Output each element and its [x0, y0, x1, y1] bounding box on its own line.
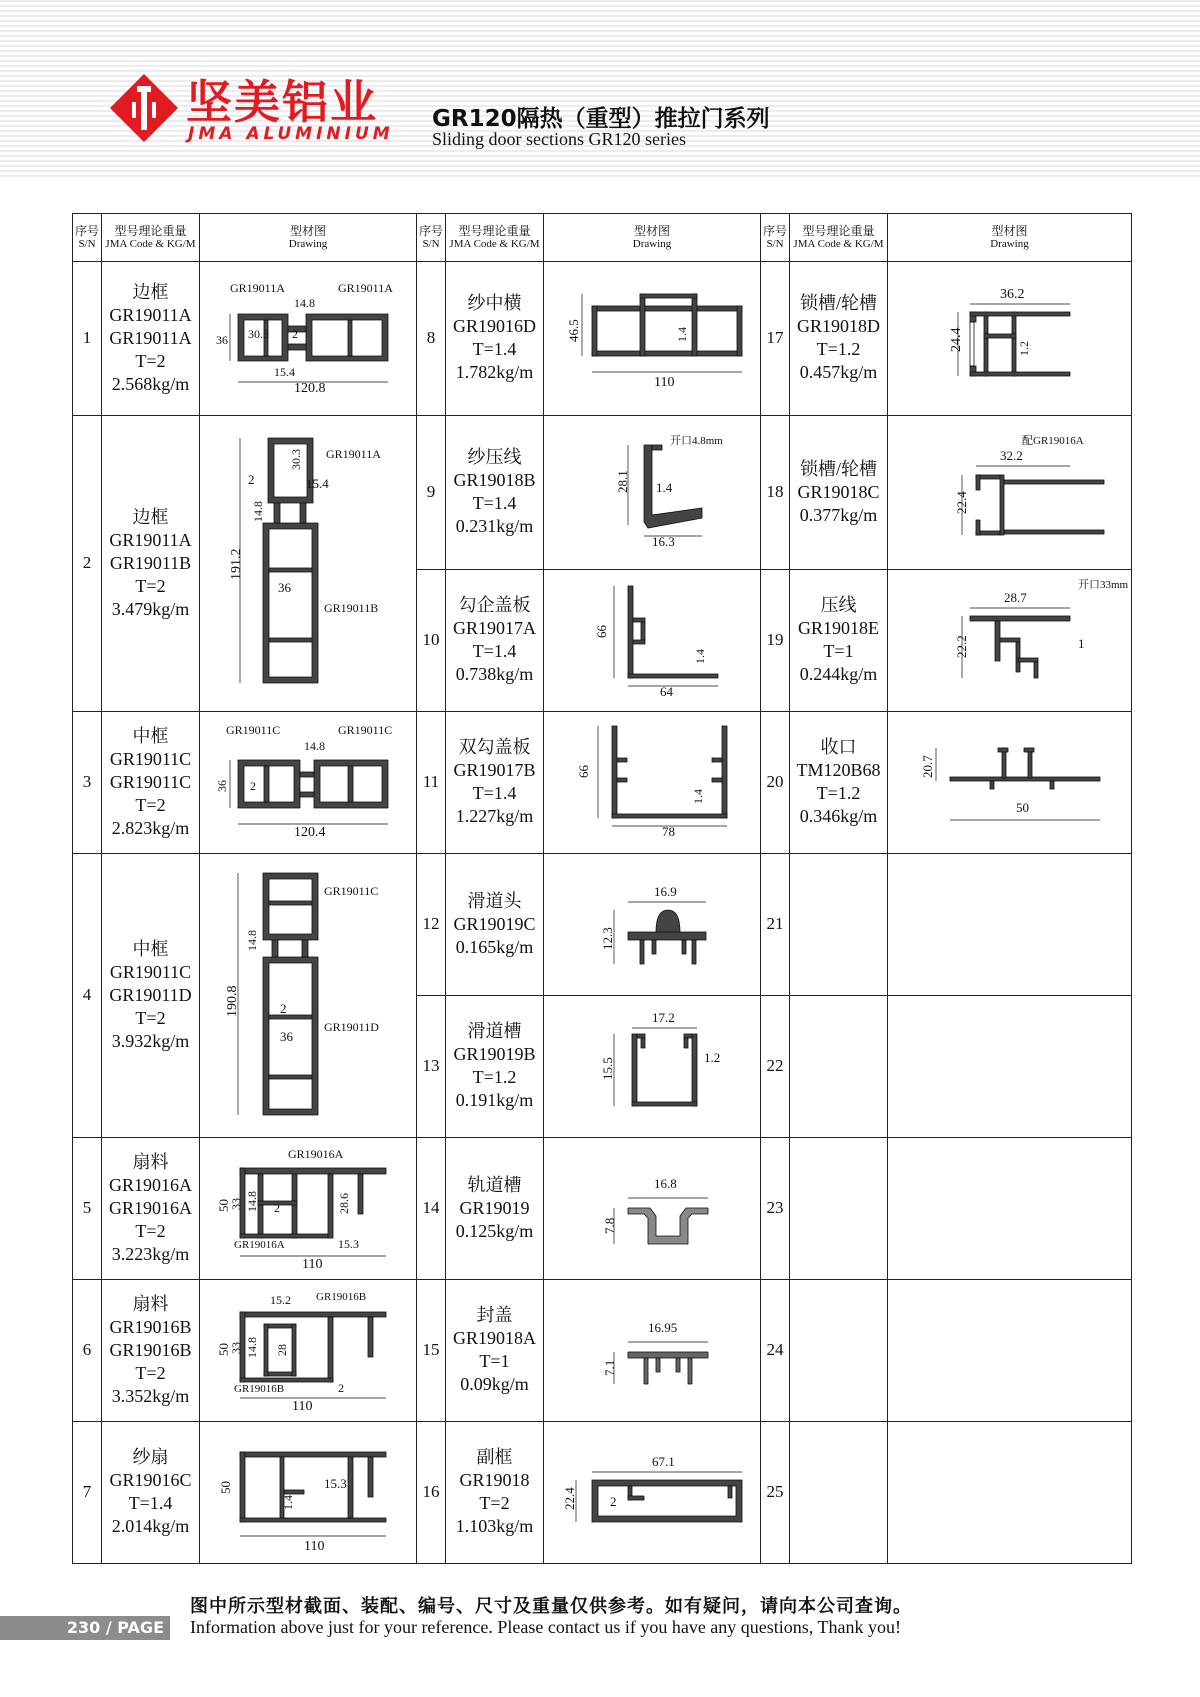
svg-text:配GR19016A: 配GR19016A: [1021, 434, 1084, 447]
item-info: [790, 1279, 888, 1421]
item-info: 纱中横 GR19016D T=1.4 1.782kg/m: [446, 262, 544, 416]
item-info: 滑道头 GR19019C 0.165kg/m: [446, 853, 544, 995]
sn-cell: 5: [73, 1137, 102, 1279]
item-info: 封盖 GR19018A T=1 0.09kg/m: [446, 1279, 544, 1421]
svg-text:2: 2: [274, 1200, 280, 1215]
item-info: 勾企盖板 GR19017A T=1.4 0.738kg/m: [446, 569, 544, 711]
svg-text:14.8: 14.8: [304, 738, 325, 753]
profile-drawing: [200, 415, 417, 711]
svg-text:1.4: 1.4: [656, 479, 673, 495]
item-info: 边框 GR19011A GR19011A T=2 2.568kg/m: [102, 262, 200, 416]
sn-cell: 10: [417, 569, 446, 711]
svg-text:15.4: 15.4: [274, 364, 295, 379]
brand-name-en: JMA ALUMINIUM: [188, 124, 394, 144]
sn-cell: 11: [417, 711, 446, 853]
svg-text:2: 2: [610, 1493, 617, 1509]
item-info: [790, 1137, 888, 1279]
svg-text:22.4: 22.4: [953, 490, 969, 514]
sn-cell: 17: [761, 262, 790, 416]
profile-drawing: [544, 711, 761, 853]
drawing-item-4: [208, 865, 408, 1125]
profile-drawing: [888, 711, 1132, 853]
svg-text:78: 78: [662, 823, 675, 839]
svg-text:50: 50: [216, 1342, 231, 1356]
item-info: [790, 995, 888, 1137]
svg-text:2: 2: [338, 1380, 344, 1395]
item-info: 轨道槽 GR19019 0.125kg/m: [446, 1137, 544, 1279]
drawing-item-18: [900, 430, 1120, 555]
svg-text:15.5: 15.5: [600, 1057, 615, 1080]
sn-cell: 24: [761, 1279, 790, 1421]
drawing-item-9: [552, 430, 752, 555]
svg-text:28.6: 28.6: [337, 1192, 351, 1214]
svg-text:36: 36: [278, 580, 291, 596]
profile-drawing: [544, 1279, 761, 1421]
drawing-item-5: [208, 1146, 408, 1271]
item-info: 锁槽/轮槽 GR19018D T=1.2 0.457kg/m: [790, 262, 888, 416]
svg-text:16.8: 16.8: [654, 1175, 677, 1191]
drawing-item-11: [552, 720, 752, 845]
sn-cell: 8: [417, 262, 446, 416]
header-sn: 序号 S/N: [73, 214, 102, 262]
profile-drawing: [200, 711, 417, 853]
svg-text:1.4: 1.4: [281, 1494, 295, 1510]
drawing-item-12: [552, 862, 752, 987]
sn-cell: 23: [761, 1137, 790, 1279]
svg-text:GR19011C: GR19011C: [226, 722, 281, 737]
table-header-row: [73, 214, 1132, 262]
page-number: 230 / PAGE: [0, 1616, 170, 1640]
profile-drawing: [888, 569, 1132, 711]
svg-text:GR19016A: GR19016A: [234, 1238, 285, 1251]
svg-text:14.8: 14.8: [294, 295, 315, 310]
drawing-item-14: [552, 1146, 752, 1271]
profile-drawing: [200, 1137, 417, 1279]
header-code: 型号理论重量 JMA Code & KG/M: [446, 214, 544, 262]
profile-drawing: [888, 853, 1132, 995]
svg-text:开口4.8mm: 开口4.8mm: [670, 434, 723, 447]
profile-drawing: [544, 262, 761, 416]
svg-text:GR19011A: GR19011A: [326, 447, 381, 462]
profile-drawing: [544, 1137, 761, 1279]
footer-note-en: Information above just for your reference. Please contact us if you have any questions, Thank you!: [190, 1617, 901, 1637]
svg-text:GR19016A: GR19016A: [288, 1146, 344, 1161]
svg-text:36: 36: [216, 332, 228, 347]
svg-text:14.8: 14.8: [245, 1336, 259, 1358]
sn-cell: 6: [73, 1279, 102, 1421]
svg-text:36: 36: [280, 1029, 293, 1045]
svg-text:22.2: 22.2: [953, 634, 969, 658]
profile-drawing: [544, 995, 761, 1137]
svg-text:50: 50: [216, 1198, 231, 1212]
item-info: 副框 GR19018 T=2 1.103kg/m: [446, 1421, 544, 1563]
svg-text:30.3: 30.3: [248, 326, 269, 341]
sn-cell: 14: [417, 1137, 446, 1279]
header-sn: 序号 S/N: [417, 214, 446, 262]
page-title-en: Sliding door sections GR120 series: [432, 129, 686, 149]
svg-text:GR19011C: GR19011C: [338, 722, 393, 737]
svg-text:66: 66: [594, 624, 609, 638]
logo-diamond-icon: [108, 72, 180, 144]
sn-cell: 9: [417, 415, 446, 569]
svg-text:15.3: 15.3: [324, 1475, 347, 1491]
svg-text:2: 2: [248, 472, 255, 488]
svg-text:1.4: 1.4: [691, 788, 705, 804]
svg-text:64: 64: [660, 683, 673, 699]
svg-text:28.1: 28.1: [615, 469, 630, 493]
header-sn: 序号 S/N: [761, 214, 790, 262]
sn-cell: 7: [73, 1421, 102, 1563]
svg-text:开口33mm: 开口33mm: [1077, 578, 1128, 591]
svg-text:36.2: 36.2: [999, 286, 1024, 302]
item-info: 双勾盖板 GR19017B T=1.4 1.227kg/m: [446, 711, 544, 853]
page-title-cn: GR120隔热（重型）推拉门系列: [432, 106, 770, 132]
svg-text:30.3: 30.3: [289, 449, 303, 471]
item-info: 滑道槽 GR19019B T=1.2 0.191kg/m: [446, 995, 544, 1137]
sn-cell: 13: [417, 995, 446, 1137]
svg-text:7.8: 7.8: [602, 1217, 617, 1234]
svg-text:32.2: 32.2: [999, 447, 1023, 463]
drawing-item-15: [552, 1288, 752, 1413]
sn-cell: 21: [761, 853, 790, 995]
svg-text:2: 2: [280, 1001, 287, 1017]
sn-cell: 20: [761, 711, 790, 853]
drawing-item-3: [208, 720, 408, 845]
profile-drawing: [200, 262, 417, 416]
profile-table: [72, 213, 1132, 1564]
svg-text:GR19011A: GR19011A: [230, 280, 285, 295]
drawing-item-20: [900, 720, 1120, 845]
drawing-item-17: [900, 276, 1120, 401]
drawing-item-2: [208, 428, 408, 698]
svg-text:66: 66: [576, 764, 591, 778]
svg-text:15.4: 15.4: [306, 476, 329, 492]
sn-cell: 1: [73, 262, 102, 416]
profile-drawing: [544, 415, 761, 569]
item-info: 扇料 GR19016B GR19016B T=2 3.352kg/m: [102, 1279, 200, 1421]
profile-drawing: [888, 262, 1132, 416]
sn-cell: 2: [73, 415, 102, 711]
svg-text:28.7: 28.7: [1003, 589, 1027, 605]
svg-text:50: 50: [1015, 799, 1029, 815]
sn-cell: 18: [761, 415, 790, 569]
svg-text:14.8: 14.8: [251, 501, 265, 523]
svg-text:16.3: 16.3: [652, 533, 675, 549]
svg-text:GR19011C: GR19011C: [324, 884, 379, 899]
sn-cell: 19: [761, 569, 790, 711]
item-info: 纱压线 GR19018B T=1.4 0.231kg/m: [446, 415, 544, 569]
sn-cell: 4: [73, 853, 102, 1137]
svg-text:17.2: 17.2: [652, 1009, 675, 1025]
item-info: 纱扇 GR19016C T=1.4 2.014kg/m: [102, 1421, 200, 1563]
svg-text:14.8: 14.8: [245, 930, 259, 952]
svg-text:67.1: 67.1: [652, 1453, 675, 1469]
profile-drawing: [200, 1421, 417, 1563]
item-info: 锁槽/轮槽 GR19018C 0.377kg/m: [790, 415, 888, 569]
header-drawing: 型材图 Drawing: [200, 214, 417, 262]
svg-text:120.8: 120.8: [294, 380, 326, 396]
drawing-item-10: [552, 578, 752, 703]
drawing-item-1: [208, 276, 408, 401]
svg-text:7.1: 7.1: [602, 1359, 617, 1376]
header-drawing: 型材图 Drawing: [544, 214, 761, 262]
svg-text:GR19011D: GR19011D: [324, 1020, 379, 1035]
item-info: 压线 GR19018E T=1 0.244kg/m: [790, 569, 888, 711]
header-code: 型号理论重量 JMA Code & KG/M: [790, 214, 888, 262]
svg-text:1: 1: [1077, 635, 1084, 651]
profile-drawing: [544, 569, 761, 711]
svg-text:46.5: 46.5: [566, 319, 581, 342]
svg-text:120.4: 120.4: [294, 824, 326, 840]
profile-drawing: [544, 1421, 761, 1563]
svg-text:33: 33: [229, 1197, 243, 1210]
svg-text:190.8: 190.8: [225, 985, 240, 1018]
svg-text:110: 110: [302, 1256, 323, 1272]
sn-cell: 22: [761, 995, 790, 1137]
svg-text:16.95: 16.95: [648, 1319, 678, 1335]
svg-text:GR19016B: GR19016B: [234, 1382, 285, 1395]
svg-text:2: 2: [292, 326, 298, 341]
item-info: [790, 1421, 888, 1563]
svg-text:33: 33: [229, 1341, 243, 1354]
svg-text:16.9: 16.9: [654, 883, 677, 899]
drawing-item-7: [208, 1430, 408, 1555]
svg-text:24.4: 24.4: [948, 327, 964, 352]
svg-text:14.8: 14.8: [245, 1190, 259, 1212]
svg-text:36: 36: [215, 779, 229, 792]
profile-drawing: [888, 995, 1132, 1137]
item-info: 中框 GR19011C GR19011D T=2 3.932kg/m: [102, 853, 200, 1137]
profile-drawing: [888, 1279, 1132, 1421]
item-info: 中框 GR19011C GR19011C T=2 2.823kg/m: [102, 711, 200, 853]
profile-drawing: [200, 853, 417, 1137]
sn-cell: 25: [761, 1421, 790, 1563]
drawing-item-13: [552, 1004, 752, 1129]
sn-cell: 16: [417, 1421, 446, 1563]
brand-logo: [108, 72, 394, 152]
svg-text:15.3: 15.3: [338, 1236, 359, 1251]
profile-drawing: [544, 853, 761, 995]
svg-text:22.4: 22.4: [562, 1487, 577, 1510]
svg-text:110: 110: [292, 1398, 313, 1414]
header-code: 型号理论重量 JMA Code & KG/M: [102, 214, 200, 262]
drawing-item-6: [208, 1288, 408, 1413]
svg-text:110: 110: [304, 1538, 325, 1554]
profile-drawing: [888, 415, 1132, 569]
svg-text:GR19011A: GR19011A: [338, 280, 393, 295]
profile-drawing: [888, 1421, 1132, 1563]
sn-cell: 15: [417, 1279, 446, 1421]
profile-drawing: [888, 1137, 1132, 1279]
svg-text:1.2: 1.2: [704, 1049, 721, 1065]
svg-text:GR19011B: GR19011B: [324, 601, 379, 616]
svg-text:GR19016B: GR19016B: [316, 1290, 367, 1303]
sn-cell: 12: [417, 853, 446, 995]
brand-name-cn: 坚美铝业: [186, 75, 378, 129]
item-info: [790, 853, 888, 995]
svg-text:15.2: 15.2: [270, 1292, 291, 1307]
svg-text:20.7: 20.7: [919, 754, 935, 778]
svg-text:191.2: 191.2: [229, 548, 244, 581]
item-info: 收口 TM120B68 T=1.2 0.346kg/m: [790, 711, 888, 853]
item-info: 扇料 GR19016A GR19016A T=2 3.223kg/m: [102, 1137, 200, 1279]
svg-text:12.3: 12.3: [600, 927, 615, 950]
svg-text:1.2: 1.2: [1016, 340, 1031, 356]
header-drawing: 型材图 Drawing: [888, 214, 1132, 262]
item-info: 边框 GR19011A GR19011B T=2 3.479kg/m: [102, 415, 200, 711]
drawing-item-16: [552, 1430, 752, 1555]
drawing-item-19: [900, 578, 1128, 703]
footer-note-cn: 图中所示型材截面、装配、编号、尺寸及重量仅供参考。如有疑问，请向本公司查询。: [190, 1596, 912, 1617]
profile-drawing: [200, 1279, 417, 1421]
sn-cell: 3: [73, 711, 102, 853]
svg-text:110: 110: [654, 374, 675, 390]
svg-text:28: 28: [275, 1343, 289, 1356]
svg-text:1.4: 1.4: [693, 648, 707, 664]
svg-text:2: 2: [250, 778, 256, 793]
drawing-item-8: [552, 276, 752, 401]
svg-text:1.4: 1.4: [675, 326, 689, 342]
svg-text:50: 50: [218, 1480, 233, 1494]
